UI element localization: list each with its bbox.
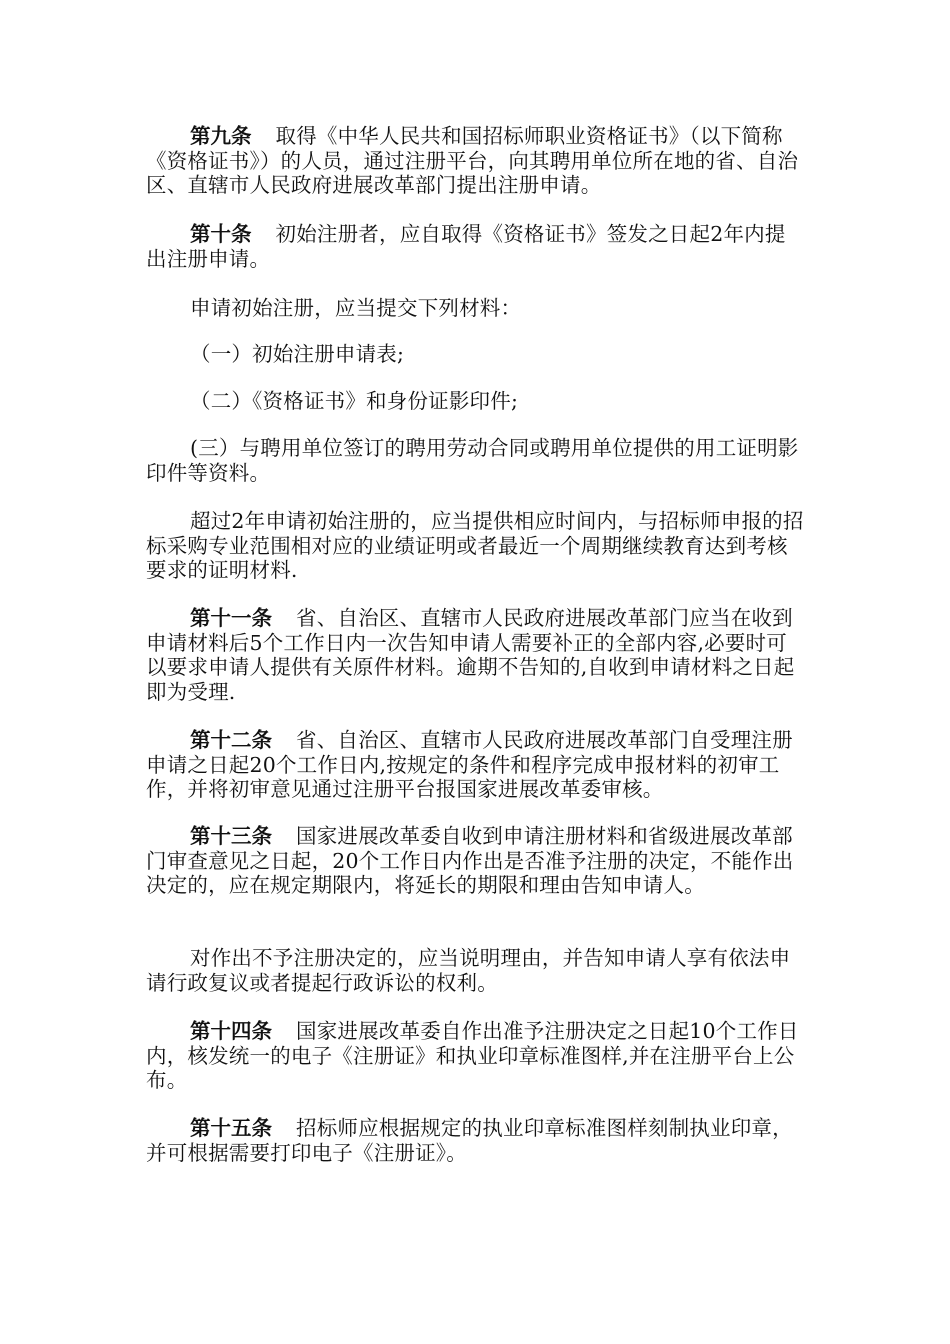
article-label: 第十二条	[190, 728, 272, 752]
paragraph-text: 申请初始注册，应当提交下列材料：	[190, 296, 522, 320]
article-label: 第十三条	[190, 824, 272, 848]
article-11	[146, 606, 806, 704]
paragraph-text: （二）《资格证书》和身份证影印件;	[190, 389, 519, 413]
article-12	[146, 728, 806, 802]
article-label: 第十条	[190, 222, 252, 246]
article-text: 国家进展改革委自作出准予注册决定之日起10个工作日内，核发统一的电子《注册证》和执业印章标准图样,并在注册平台上公布。	[146, 1019, 799, 1092]
paragraph-over-two-years	[146, 509, 806, 583]
article-text: 省、自治区、直辖市人民政府进展改革部门应当在收到申请材料后5个工作日内一次告知申请人需要补正的全部内容,必要时可以要求申请人提供有关原件材料。逾期不告知的,自收到申请材料之日起即为受理.	[146, 606, 795, 704]
paragraph-refusal-notice	[146, 946, 806, 995]
article-text: 省、自治区、直辖市人民政府进展改革部门自受理注册申请之日起20个工作日内,按规定的条件和程序完成申报材料的初审工作，并将初审意见通过注册平台报国家进展改革委审核。	[146, 728, 793, 801]
article-text: 国家进展改革委自收到申请注册材料和省级进展改革部门审查意见之日起，20个工作日内作出是否准予注册的决定，不能作出决定的，应在规定期限内，将延长的期限和理由告知申请人。	[146, 824, 794, 897]
article-label: 第十五条	[190, 1116, 272, 1140]
article-label: 第十一条	[190, 606, 272, 630]
article-9	[146, 124, 806, 198]
list-item-2	[146, 389, 806, 414]
article-label: 第十四条	[190, 1019, 272, 1043]
article-label: 第九条	[190, 124, 252, 148]
article-10	[146, 222, 806, 271]
list-item-1	[146, 342, 806, 367]
paragraph-text: 超过2年申请初始注册的，应当提供相应时间内，与招标师申报的招标采购专业范围相对应的业绩证明或者最近一个周期继续教育达到考核要求的证明材料.	[146, 509, 804, 582]
list-item-3	[146, 436, 806, 485]
paragraph-text: （一）初始注册申请表;	[190, 342, 405, 366]
article-15	[146, 1116, 806, 1165]
paragraph-text: (三）与聘用单位签订的聘用劳动合同或聘用单位提供的用工证明影印件等资料。	[146, 436, 799, 485]
article-text: 招标师应根据规定的执业印章标准图样刻制执业印章，并可根据需要打印电子《注册证》。	[146, 1116, 793, 1165]
article-text: 初始注册者，应自取得《资格证书》签发之日起2年内提出注册申请。	[146, 222, 786, 271]
article-14	[146, 1019, 806, 1093]
paragraph-text: 对作出不予注册决定的，应当说明理由，并告知申请人享有依法申请行政复议或者提起行政诉讼的权利。	[146, 946, 791, 995]
paragraph-materials-intro	[146, 296, 806, 321]
article-13	[146, 824, 806, 898]
article-text: 取得《中华人民共和国招标师职业资格证书》（以下简称《资格证书》）的人员，通过注册平台，向其聘用单位所在地的省、自治区、直辖市人民政府进展改革部门提出注册申请。	[146, 124, 799, 197]
